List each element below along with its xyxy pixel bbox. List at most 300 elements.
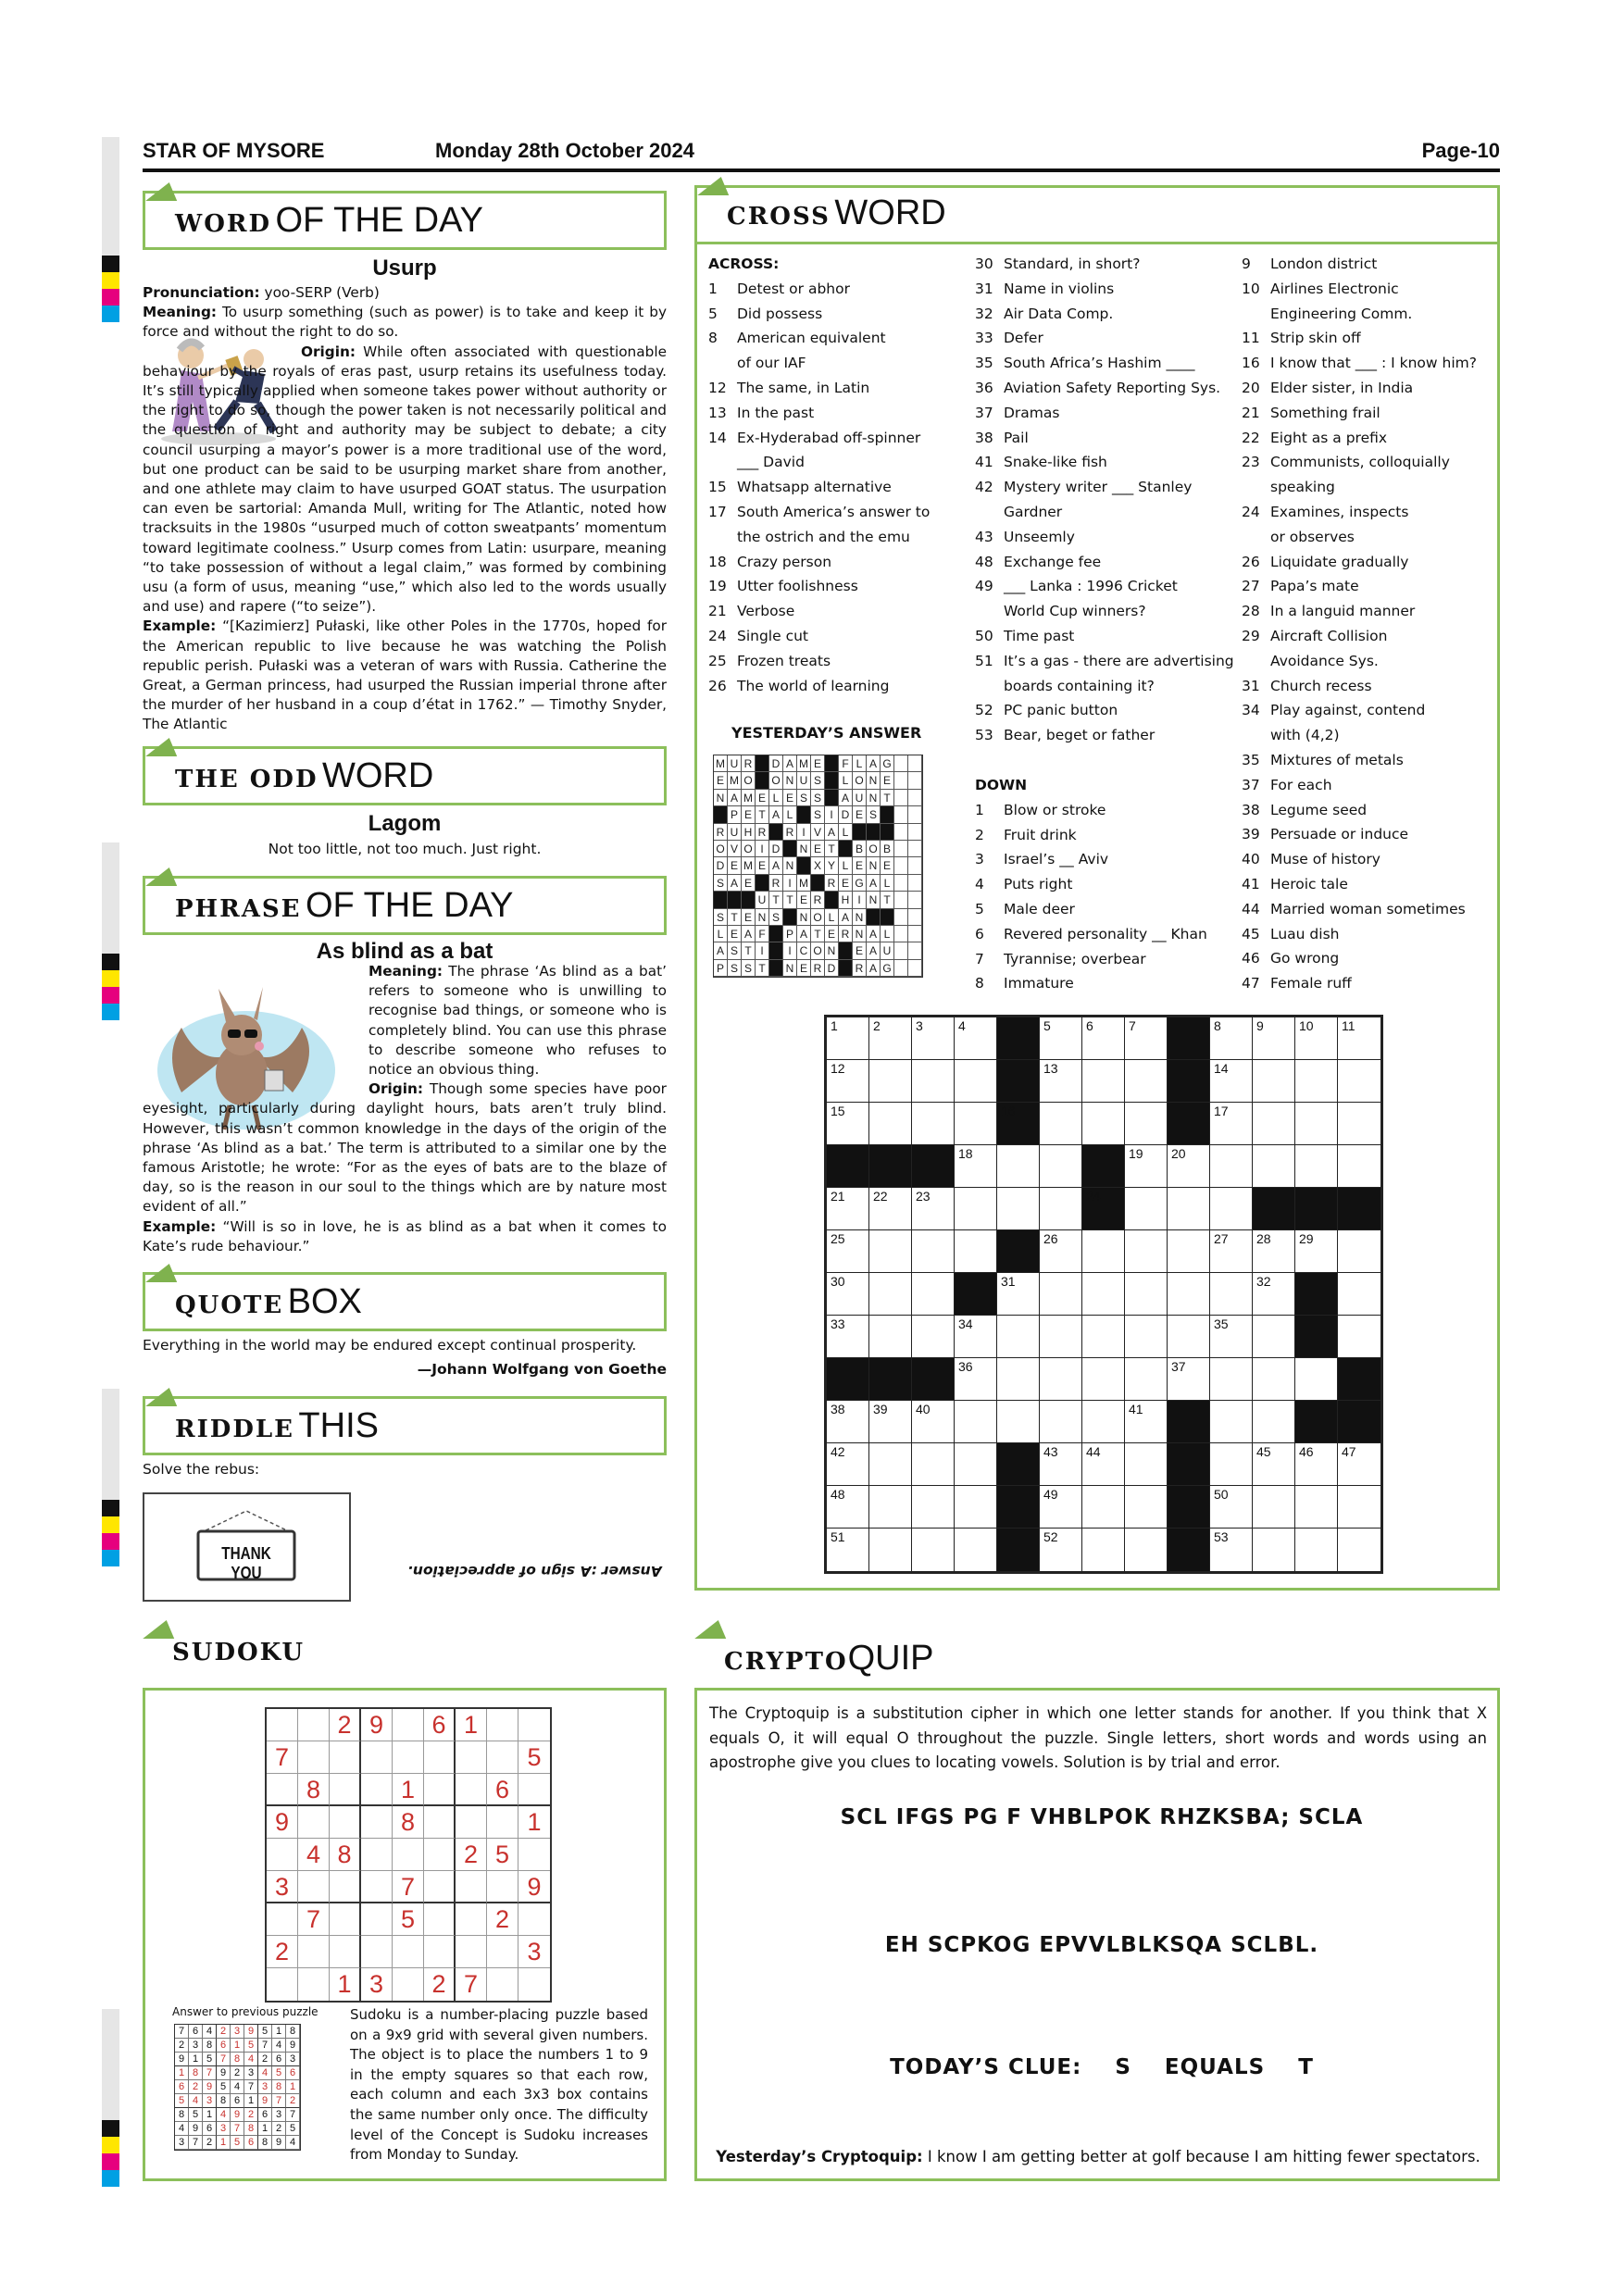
previous-answer-cell: 6 bbox=[286, 2066, 300, 2080]
crossword-cell[interactable] bbox=[1210, 1486, 1253, 1529]
crossword-cell[interactable] bbox=[1338, 1273, 1380, 1316]
previous-answer-cell: 4 bbox=[203, 2025, 217, 2039]
answer-cell: R bbox=[783, 824, 797, 841]
crossword-cell[interactable] bbox=[1338, 1017, 1380, 1060]
crossword-cell[interactable] bbox=[997, 1273, 1040, 1316]
crossword-cell[interactable] bbox=[1338, 1529, 1380, 1571]
sudoku-empty-cell[interactable] bbox=[487, 1709, 518, 1741]
sudoku-empty-cell[interactable] bbox=[393, 1741, 424, 1774]
sudoku-empty-cell[interactable] bbox=[330, 1871, 361, 1903]
clue-text: Blow or stroke bbox=[1004, 801, 1106, 818]
crossword-cell[interactable] bbox=[869, 1401, 912, 1443]
crossword-cell[interactable] bbox=[1082, 1529, 1125, 1571]
previous-answer-cell: 3 bbox=[189, 2039, 203, 2053]
cell-number: 42 bbox=[831, 1444, 845, 1459]
sudoku-empty-cell[interactable] bbox=[361, 1774, 393, 1806]
crossword-cell[interactable] bbox=[955, 1443, 997, 1486]
crossword-cell[interactable] bbox=[869, 1443, 912, 1486]
sudoku-empty-cell[interactable] bbox=[393, 1709, 424, 1741]
crossword-cell[interactable] bbox=[1210, 1145, 1253, 1188]
sudoku-empty-cell[interactable] bbox=[456, 1741, 487, 1774]
clue-number: 41 bbox=[975, 454, 993, 471]
crossword-cell[interactable] bbox=[1253, 1529, 1295, 1571]
clue-text: Communists, colloquially bbox=[1270, 454, 1450, 471]
sudoku-given-cell: 4 bbox=[298, 1839, 330, 1871]
sudoku-empty-cell[interactable] bbox=[424, 1839, 456, 1871]
crossword-cell[interactable] bbox=[1040, 1145, 1082, 1188]
clue-text: Luau dish bbox=[1270, 925, 1340, 942]
crossword-cell[interactable] bbox=[1253, 1230, 1295, 1273]
crossword-cell[interactable] bbox=[912, 1529, 955, 1571]
answer-cell: X bbox=[811, 857, 825, 874]
crossword-cell[interactable] bbox=[869, 1017, 912, 1060]
sudoku-empty-cell[interactable] bbox=[487, 1741, 518, 1774]
crossword-cell[interactable] bbox=[1210, 1017, 1253, 1060]
crossword-cell[interactable] bbox=[1210, 1316, 1253, 1358]
crossword-cell[interactable] bbox=[1040, 1529, 1082, 1571]
crossword-cell[interactable] bbox=[1168, 1188, 1210, 1230]
crossword-cell[interactable] bbox=[1338, 1145, 1380, 1188]
cell-number: 29 bbox=[1299, 1231, 1314, 1246]
sudoku-heading bbox=[143, 1631, 667, 1691]
sudoku-empty-cell[interactable] bbox=[330, 1741, 361, 1774]
crossword-cell[interactable] bbox=[1253, 1486, 1295, 1529]
crossword-cell[interactable] bbox=[955, 1060, 997, 1103]
answer-cell: N bbox=[825, 942, 839, 959]
sudoku-empty-cell[interactable] bbox=[424, 1903, 456, 1936]
crossword-cell[interactable] bbox=[1253, 1145, 1295, 1188]
crossword-cell[interactable] bbox=[1338, 1443, 1380, 1486]
crossword-cell[interactable] bbox=[1125, 1145, 1168, 1188]
crossword-cell[interactable] bbox=[955, 1358, 997, 1401]
pronunciation-line: Pronunciation: yoo-SERP (Verb) bbox=[143, 284, 380, 301]
clue-text: For each bbox=[1270, 776, 1332, 793]
crossword-cell[interactable] bbox=[869, 1188, 912, 1230]
clue-text: Airlines Electronic bbox=[1270, 280, 1399, 297]
sudoku-given-cell: 1 bbox=[456, 1709, 487, 1741]
crossword-cell[interactable] bbox=[1040, 1443, 1082, 1486]
crossword-cell[interactable] bbox=[1040, 1188, 1082, 1230]
previous-answer-cell: 5 bbox=[189, 2108, 203, 2122]
sudoku-empty-cell[interactable] bbox=[424, 1774, 456, 1806]
clue bbox=[1242, 922, 1492, 947]
cell-number: 6 bbox=[1086, 1018, 1093, 1033]
crossword-cell[interactable] bbox=[955, 1529, 997, 1571]
crossword-cell[interactable] bbox=[912, 1017, 955, 1060]
sudoku-empty-cell[interactable] bbox=[298, 1936, 330, 1968]
crossword-cell[interactable] bbox=[1082, 1017, 1125, 1060]
crossword-cell[interactable] bbox=[1082, 1486, 1125, 1529]
clue-number: 36 bbox=[975, 379, 993, 396]
crossword-cell[interactable] bbox=[1210, 1060, 1253, 1103]
clue bbox=[1242, 550, 1492, 575]
crossword-cell[interactable] bbox=[1338, 1103, 1380, 1145]
answer-black-cell bbox=[728, 892, 742, 908]
answer-black-cell bbox=[783, 909, 797, 926]
crossword-cell[interactable] bbox=[1210, 1401, 1253, 1443]
yesterday-cryptoquip-text: I know I am getting better at golf because I am hitting fewer spectators. bbox=[927, 2148, 1480, 2165]
clue bbox=[975, 252, 1234, 277]
sudoku-empty-cell[interactable] bbox=[393, 1936, 424, 1968]
crossword-cell[interactable] bbox=[955, 1486, 997, 1529]
sudoku-empty-cell[interactable] bbox=[393, 1968, 424, 2001]
clue-text: Air Data Comp. bbox=[1004, 305, 1114, 322]
clue-text: The same, in Latin bbox=[737, 379, 870, 396]
crossword-cell[interactable] bbox=[912, 1188, 955, 1230]
previous-answer-cell: 9 bbox=[244, 2025, 258, 2039]
answer-cell: E bbox=[881, 857, 894, 874]
sudoku-empty-cell[interactable] bbox=[518, 1774, 550, 1806]
sudoku-empty-cell[interactable] bbox=[487, 1968, 518, 2001]
cell-number: 38 bbox=[831, 1402, 845, 1416]
crossword-cell[interactable] bbox=[955, 1401, 997, 1443]
sudoku-empty-cell[interactable] bbox=[330, 1936, 361, 1968]
crossword-cell[interactable] bbox=[912, 1103, 955, 1145]
answer-cell: R bbox=[756, 824, 769, 841]
answer-cell: E bbox=[756, 857, 769, 874]
answer-cell: T bbox=[756, 960, 769, 977]
crossword-cell[interactable] bbox=[955, 1145, 997, 1188]
crossword-cell[interactable] bbox=[1082, 1443, 1125, 1486]
crossword-cell[interactable] bbox=[1168, 1316, 1210, 1358]
sudoku-empty-cell[interactable] bbox=[298, 1806, 330, 1839]
crossword-cell[interactable] bbox=[1040, 1230, 1082, 1273]
crossword-cell[interactable] bbox=[1295, 1443, 1338, 1486]
crossword-cell[interactable] bbox=[1210, 1103, 1253, 1145]
crossword-cell[interactable] bbox=[1040, 1273, 1082, 1316]
crossword-cell[interactable] bbox=[1253, 1358, 1295, 1401]
previous-answer-cell: 4 bbox=[272, 2039, 286, 2053]
sudoku-empty-cell[interactable] bbox=[518, 1968, 550, 2001]
clue bbox=[975, 723, 1234, 748]
crossword-cell[interactable] bbox=[827, 1230, 869, 1273]
crossword-cell[interactable] bbox=[955, 1103, 997, 1145]
crossword-cell[interactable] bbox=[1125, 1443, 1168, 1486]
crossword-cell[interactable] bbox=[1125, 1273, 1168, 1316]
sudoku-empty-cell[interactable] bbox=[456, 1774, 487, 1806]
clue-text: Immature bbox=[1004, 975, 1074, 992]
clue-text: Eight as a prefix bbox=[1270, 429, 1388, 446]
clue bbox=[708, 649, 940, 674]
crossword-cell[interactable] bbox=[955, 1017, 997, 1060]
sudoku-empty-cell[interactable] bbox=[267, 1839, 298, 1871]
crossword-cell[interactable] bbox=[1253, 1443, 1295, 1486]
crossword-cell[interactable] bbox=[827, 1017, 869, 1060]
crossword-cell[interactable] bbox=[1338, 1486, 1380, 1529]
answer-cell: B bbox=[881, 841, 894, 857]
sudoku-empty-cell[interactable] bbox=[456, 1806, 487, 1839]
sudoku-grid[interactable] bbox=[265, 1707, 552, 2003]
sudoku-empty-cell[interactable] bbox=[298, 1871, 330, 1903]
crossword-cell[interactable] bbox=[869, 1486, 912, 1529]
crossword-cell[interactable] bbox=[1210, 1443, 1253, 1486]
crossword-cell[interactable] bbox=[1295, 1060, 1338, 1103]
crossword-cell[interactable] bbox=[1210, 1273, 1253, 1316]
crossword-cell[interactable] bbox=[1210, 1358, 1253, 1401]
sudoku-empty-cell[interactable] bbox=[361, 1741, 393, 1774]
answer-cell: A bbox=[728, 790, 742, 806]
phrase-of-day-body bbox=[143, 962, 667, 1256]
clue-text: with (4,2) bbox=[1270, 727, 1340, 744]
crossword-cell[interactable] bbox=[827, 1529, 869, 1571]
crossword-cell[interactable] bbox=[1168, 1273, 1210, 1316]
previous-answer-cell: 1 bbox=[175, 2066, 189, 2080]
crossword-cell[interactable] bbox=[997, 1316, 1040, 1358]
sudoku-empty-cell[interactable] bbox=[298, 1968, 330, 2001]
sudoku-empty-cell[interactable] bbox=[330, 1774, 361, 1806]
crossword-cell[interactable] bbox=[912, 1316, 955, 1358]
clue-number: 8 bbox=[975, 975, 984, 992]
previous-answer-cell: 6 bbox=[231, 2094, 244, 2108]
sudoku-empty-cell[interactable] bbox=[487, 1806, 518, 1839]
crossword-cell[interactable] bbox=[1168, 1358, 1210, 1401]
crossword-cell[interactable] bbox=[1125, 1103, 1168, 1145]
answer-cell: O bbox=[714, 841, 728, 857]
sudoku-given-cell: 2 bbox=[330, 1709, 361, 1741]
crossword-cell[interactable] bbox=[1253, 1401, 1295, 1443]
crossword-cell[interactable] bbox=[1125, 1486, 1168, 1529]
sudoku-empty-cell[interactable] bbox=[456, 1871, 487, 1903]
sudoku-empty-cell[interactable] bbox=[424, 1936, 456, 1968]
sudoku-empty-cell[interactable] bbox=[424, 1871, 456, 1903]
crossword-cell[interactable] bbox=[1082, 1230, 1125, 1273]
sudoku-empty-cell[interactable] bbox=[424, 1741, 456, 1774]
crossword-cell[interactable] bbox=[869, 1316, 912, 1358]
sudoku-empty-cell[interactable] bbox=[330, 1903, 361, 1936]
crossword-cell[interactable] bbox=[955, 1316, 997, 1358]
crossword-cell[interactable] bbox=[1253, 1017, 1295, 1060]
answer-cell: U bbox=[853, 790, 867, 806]
answer-cell: A bbox=[867, 926, 881, 942]
crossword-cell[interactable] bbox=[1168, 1145, 1210, 1188]
crossword-cell[interactable] bbox=[1082, 1316, 1125, 1358]
answer-cell: T bbox=[811, 926, 825, 942]
sudoku-empty-cell[interactable] bbox=[298, 1741, 330, 1774]
answer-cell: N bbox=[783, 960, 797, 977]
crossword-cell[interactable] bbox=[827, 1103, 869, 1145]
crossword-cell[interactable] bbox=[1082, 1401, 1125, 1443]
clue-number: 31 bbox=[975, 280, 993, 297]
crossword-cell[interactable] bbox=[1295, 1486, 1338, 1529]
crossword-cell[interactable] bbox=[827, 1316, 869, 1358]
crossword-cell[interactable] bbox=[1295, 1103, 1338, 1145]
cell-number: 25 bbox=[831, 1231, 845, 1246]
answer-cell: R bbox=[811, 960, 825, 977]
clue-text: Standard, in short? bbox=[1004, 256, 1141, 272]
crossword-cell[interactable] bbox=[912, 1443, 955, 1486]
sudoku-empty-cell[interactable] bbox=[361, 1839, 393, 1871]
crossword-cell[interactable] bbox=[1082, 1273, 1125, 1316]
crossword-cell[interactable] bbox=[869, 1060, 912, 1103]
sudoku-empty-cell[interactable] bbox=[487, 1871, 518, 1903]
crossword-cell[interactable] bbox=[1168, 1230, 1210, 1273]
crossword-cell[interactable] bbox=[912, 1273, 955, 1316]
crossword-cell[interactable] bbox=[1253, 1316, 1295, 1358]
clue bbox=[975, 922, 1234, 947]
word-of-day-word: Usurp bbox=[372, 256, 437, 281]
sudoku-empty-cell[interactable] bbox=[361, 1806, 393, 1839]
previous-answer-cell: 7 bbox=[189, 2136, 203, 2150]
crossword-cell[interactable] bbox=[1253, 1273, 1295, 1316]
clue bbox=[708, 351, 940, 376]
clue-text: World Cup winners? bbox=[1004, 603, 1146, 620]
clue-text: ___ Lanka : 1996 Cricket bbox=[1004, 578, 1178, 595]
answer-cell: N bbox=[867, 772, 881, 789]
crossword-cell[interactable] bbox=[1295, 1145, 1338, 1188]
previous-answer-cell: 4 bbox=[217, 2108, 231, 2122]
sudoku-empty-cell[interactable] bbox=[487, 1936, 518, 1968]
crossword-cell[interactable] bbox=[1125, 1358, 1168, 1401]
crossword-cell[interactable] bbox=[827, 1273, 869, 1316]
sudoku-empty-cell[interactable] bbox=[267, 1709, 298, 1741]
crossword-cell[interactable] bbox=[869, 1103, 912, 1145]
crossword-cell[interactable] bbox=[1125, 1060, 1168, 1103]
crossword-cell[interactable] bbox=[1338, 1316, 1380, 1358]
clue-text: boards containing it? bbox=[1004, 677, 1155, 694]
answer-cell: A bbox=[867, 942, 881, 959]
sudoku-empty-cell[interactable] bbox=[330, 1806, 361, 1839]
sudoku-empty-cell[interactable] bbox=[424, 1806, 456, 1839]
crossword-cell[interactable] bbox=[1125, 1017, 1168, 1060]
sudoku-empty-cell[interactable] bbox=[267, 1774, 298, 1806]
clue bbox=[1242, 401, 1492, 426]
clue-number: 31 bbox=[1242, 677, 1260, 694]
crossword-cell[interactable] bbox=[955, 1188, 997, 1230]
sudoku-empty-cell[interactable] bbox=[518, 1709, 550, 1741]
crossword-cell[interactable] bbox=[1040, 1103, 1082, 1145]
answer-cell: D bbox=[769, 841, 783, 857]
sudoku-empty-cell[interactable] bbox=[267, 1968, 298, 2001]
sudoku-given-cell: 3 bbox=[267, 1871, 298, 1903]
crossword-cell[interactable] bbox=[1338, 1230, 1380, 1273]
answer-black-cell bbox=[825, 755, 839, 772]
answer-cell: E bbox=[853, 857, 867, 874]
sudoku-empty-cell[interactable] bbox=[267, 1903, 298, 1936]
phrase-meaning-line: Meaning: The phrase ‘As blind as a bat’ refers to someone who is unwilling to recognise bad things, or someone who is completely blind. You can use this phrase to describe someone who refuses to notice an obvious thing. bbox=[369, 963, 667, 1079]
answer-cell: N bbox=[797, 909, 811, 926]
crossword-cell[interactable] bbox=[1210, 1230, 1253, 1273]
clue bbox=[1242, 326, 1492, 351]
previous-answer-cell: 2 bbox=[258, 2053, 272, 2066]
answer-cell bbox=[894, 926, 908, 942]
previous-answer-cell: 8 bbox=[189, 2066, 203, 2080]
crossword-cell[interactable] bbox=[1295, 1230, 1338, 1273]
crossword-cell[interactable] bbox=[1253, 1103, 1295, 1145]
crossword-cell[interactable] bbox=[997, 1145, 1040, 1188]
crossword-cell[interactable] bbox=[912, 1486, 955, 1529]
crossword-cell[interactable] bbox=[1295, 1358, 1338, 1401]
crossword-cell[interactable] bbox=[1125, 1188, 1168, 1230]
crossword-cell[interactable] bbox=[1210, 1188, 1253, 1230]
sudoku-empty-cell[interactable] bbox=[518, 1903, 550, 1936]
crossword-grid[interactable] bbox=[824, 1015, 1383, 1574]
cipher-line-1: SCL IFGS PG F VHBLPOK RHZKSBA; SCLA bbox=[840, 1805, 1364, 1829]
previous-answer-cell: 6 bbox=[175, 2080, 189, 2094]
crossword-cell[interactable] bbox=[1040, 1316, 1082, 1358]
crossword-cell[interactable] bbox=[1295, 1017, 1338, 1060]
crossword-cell[interactable] bbox=[1125, 1401, 1168, 1443]
crossword-cell[interactable] bbox=[955, 1230, 997, 1273]
answer-cell bbox=[894, 806, 908, 823]
answer-cell bbox=[894, 790, 908, 806]
previous-answer-cell: 5 bbox=[231, 2136, 244, 2150]
section-title: QUOTE BOX bbox=[175, 1282, 362, 1321]
crossword-cell[interactable] bbox=[827, 1443, 869, 1486]
previous-answer-cell: 8 bbox=[203, 2039, 217, 2053]
clue bbox=[975, 947, 1234, 972]
crossword-cell[interactable] bbox=[997, 1358, 1040, 1401]
answer-cell: A bbox=[867, 960, 881, 977]
sudoku-empty-cell[interactable] bbox=[456, 1903, 487, 1936]
crossword-cell[interactable] bbox=[912, 1230, 955, 1273]
answer-cell: B bbox=[853, 841, 867, 857]
sudoku-empty-cell[interactable] bbox=[361, 1903, 393, 1936]
answer-black-cell bbox=[769, 942, 783, 959]
crossword-cell[interactable] bbox=[1040, 1358, 1082, 1401]
crossword-cell[interactable] bbox=[827, 1060, 869, 1103]
crossword-cell[interactable] bbox=[1040, 1060, 1082, 1103]
crossword-black-cell bbox=[912, 1358, 955, 1401]
crossword-cell[interactable] bbox=[1082, 1103, 1125, 1145]
crossword-cell[interactable] bbox=[869, 1273, 912, 1316]
crossword-cell[interactable] bbox=[1082, 1060, 1125, 1103]
crossword-cell[interactable] bbox=[1253, 1060, 1295, 1103]
answer-cell: T bbox=[783, 892, 797, 908]
crossword-cell[interactable] bbox=[827, 1401, 869, 1443]
crossword-black-cell bbox=[1168, 1443, 1210, 1486]
previous-answer-cell: 7 bbox=[175, 2025, 189, 2039]
sudoku-empty-cell[interactable] bbox=[456, 1936, 487, 1968]
crossword-cell[interactable] bbox=[869, 1529, 912, 1571]
crossword-cell[interactable] bbox=[1125, 1529, 1168, 1571]
crossword-black-cell bbox=[869, 1145, 912, 1188]
crossword-cell[interactable] bbox=[1210, 1529, 1253, 1571]
heading-tab-mark bbox=[694, 1620, 737, 1639]
crossword-cell[interactable] bbox=[1082, 1358, 1125, 1401]
answer-cell: N bbox=[867, 790, 881, 806]
clue bbox=[975, 599, 1234, 624]
previous-answer-cell: 2 bbox=[286, 2094, 300, 2108]
across-label: ACROSS: bbox=[708, 256, 780, 272]
sudoku-empty-cell[interactable] bbox=[361, 1871, 393, 1903]
previous-answer-cell: 4 bbox=[286, 2136, 300, 2150]
sudoku-empty-cell[interactable] bbox=[393, 1839, 424, 1871]
crossword-cell[interactable] bbox=[827, 1486, 869, 1529]
clue-text: Married woman sometimes bbox=[1270, 900, 1466, 917]
crossword-cell[interactable] bbox=[1125, 1316, 1168, 1358]
sudoku-empty-cell[interactable] bbox=[298, 1709, 330, 1741]
crossword-cell[interactable] bbox=[1040, 1017, 1082, 1060]
sudoku-empty-cell[interactable] bbox=[518, 1839, 550, 1871]
cell-number: 28 bbox=[1256, 1231, 1271, 1246]
across-clues-col1 bbox=[708, 252, 940, 698]
clue bbox=[708, 525, 940, 550]
crossword-cell[interactable] bbox=[1295, 1529, 1338, 1571]
crossword-cell[interactable] bbox=[1338, 1060, 1380, 1103]
crossword-cell[interactable] bbox=[912, 1060, 955, 1103]
crossword-cell[interactable] bbox=[1040, 1401, 1082, 1443]
crossword-cell[interactable] bbox=[827, 1188, 869, 1230]
crossword-cell[interactable] bbox=[1125, 1230, 1168, 1273]
previous-answer-cell: 4 bbox=[189, 2094, 203, 2108]
clue bbox=[1242, 302, 1492, 327]
crossword-cell[interactable] bbox=[997, 1188, 1040, 1230]
crossword-cell[interactable] bbox=[912, 1401, 955, 1443]
sudoku-empty-cell[interactable] bbox=[361, 1936, 393, 1968]
crossword-cell[interactable] bbox=[1040, 1486, 1082, 1529]
crossword-cell[interactable] bbox=[997, 1401, 1040, 1443]
crossword-cell[interactable] bbox=[869, 1230, 912, 1273]
